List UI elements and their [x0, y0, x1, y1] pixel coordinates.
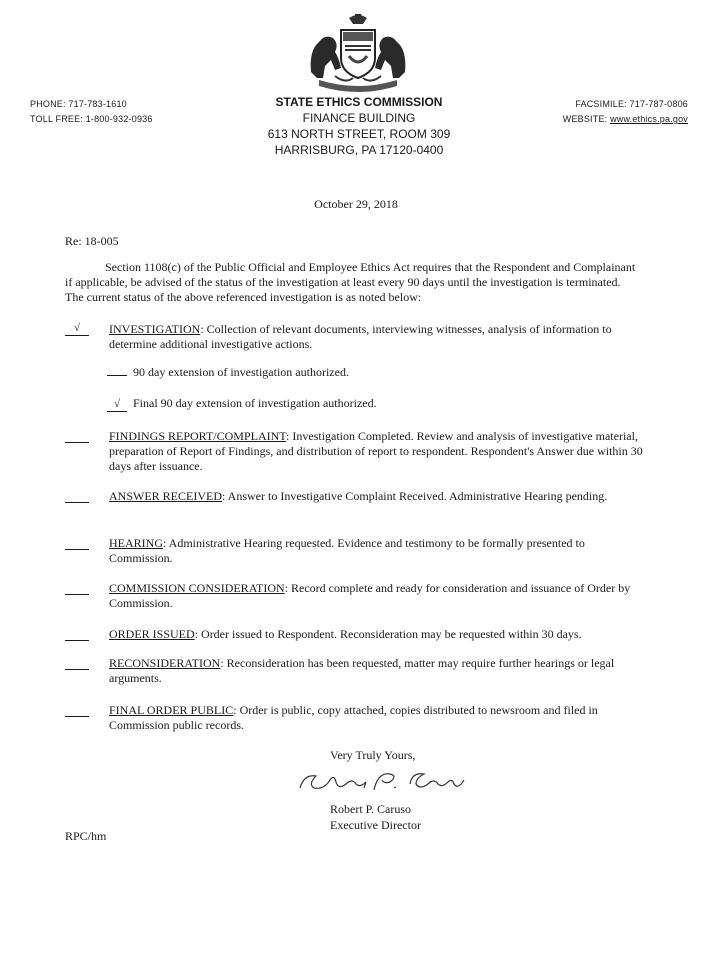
toll-free-line: TOLL FREE: 1-800-932-0936 — [30, 114, 153, 124]
website-line — [563, 112, 688, 127]
signatory-name: Robert P. Caruso — [330, 802, 411, 816]
signatory — [330, 801, 421, 833]
org-name: STATE ETHICS COMMISSION — [275, 95, 443, 109]
building-name: FINANCE BUILDING — [302, 111, 416, 125]
item-heading: COMMISSION CONSIDERATION — [109, 581, 285, 595]
checkbox-line: √ — [65, 322, 89, 336]
letterhead — [236, 94, 482, 158]
item-body — [109, 703, 645, 733]
pennsylvania-seal-icon — [305, 12, 411, 94]
city-address: HARRISBURG, PA 17120-0400 — [274, 143, 444, 157]
item-body — [109, 656, 645, 686]
fax-line: FACSIMILE: 717-787-0806 — [575, 99, 688, 109]
checkbox-line — [65, 656, 89, 670]
checkbox-line — [65, 703, 89, 717]
handwritten-signature — [294, 768, 470, 794]
status-item-order-issued — [65, 627, 645, 642]
item-text: : Collection of relevant documents, interviewing witnesses, analysis of information to determine additional investigative actions. — [109, 322, 612, 351]
checkbox-line — [65, 581, 89, 595]
typist-initials: RPC/hm — [65, 829, 107, 843]
sub-item-text: 90 day extension of investigation authorized. — [133, 365, 349, 379]
website-link[interactable]: www.ethics.pa.gov — [610, 114, 688, 124]
item-text: : Order issued to Respondent. Reconsideration may be requested within 30 days. — [194, 627, 582, 641]
signatory-title: Executive Director — [330, 818, 421, 832]
intro-paragraph: Section 1108(c) of the Public Official and Employee Ethics Act requires that the Respondent and Complainant if applicable, be advised of the status of the investigation at least every 90 days until the investigation is terminated. The current status of the above referenced investigation is as noted below: — [65, 260, 636, 304]
street-address: 613 NORTH STREET, ROOM 309 — [267, 127, 451, 141]
item-heading: INVESTIGATION — [109, 322, 201, 336]
item-text: : Administrative Hearing requested. Evidence and testimony to be formally presented to Commission. — [109, 536, 585, 565]
sub-item-text: Final 90 day extension of investigation authorized. — [133, 396, 377, 410]
item-body — [109, 536, 645, 566]
item-text: : Answer to Investigative Complaint Received. Administrative Hearing pending. — [222, 489, 608, 503]
item-heading: ORDER ISSUED — [109, 627, 195, 641]
letter-date: October 29, 2018 — [314, 197, 398, 211]
sub-item-final-extension — [107, 396, 377, 412]
checkbox-line: √ — [107, 399, 127, 412]
item-text: : Reconsideration has been requested, matter may require further hearings or legal arguments. — [109, 656, 615, 685]
checkbox-line — [65, 429, 89, 443]
checkbox-line — [107, 363, 127, 376]
contact-fax-web — [563, 97, 688, 127]
checkbox-line — [65, 627, 89, 641]
status-item-commission-consideration — [65, 581, 645, 611]
item-body — [109, 429, 645, 474]
contact-phones — [30, 97, 153, 127]
item-body — [109, 581, 645, 611]
status-item-hearing — [65, 536, 645, 566]
item-body — [109, 627, 645, 642]
reference-number: Re: 18-005 — [65, 234, 119, 248]
status-item-answer-received — [65, 489, 645, 504]
website-label: WEBSITE: — [562, 114, 611, 124]
item-heading: ANSWER RECEIVED — [109, 489, 222, 503]
phone-line: PHONE: 717-783-1610 — [30, 99, 127, 109]
status-item-reconsideration — [65, 656, 645, 686]
item-heading: FINDINGS REPORT/COMPLAINT — [109, 429, 287, 443]
sub-item-extension — [107, 363, 349, 380]
status-item-findings — [65, 429, 645, 474]
item-heading: RECONSIDERATION — [109, 656, 221, 670]
closing-salutation: Very Truly Yours, — [330, 748, 416, 762]
item-heading: FINAL ORDER PUBLIC — [109, 703, 234, 717]
status-item-final-order-public — [65, 703, 645, 733]
item-body — [109, 322, 645, 352]
item-body — [109, 489, 645, 504]
checkbox-line — [65, 536, 89, 550]
item-text: : Record complete and ready for consideration and issuance of Order by Commission. — [109, 581, 631, 610]
item-text: : Investigation Completed. Review and analysis of investigative material, preparation of Report of Findings, and distribution of report to respondent. Respondent's Answer due within 30 days after issuance. — [109, 429, 643, 473]
item-text: : Order is public, copy attached, copies distributed to newsroom and filed in Commission public records. — [109, 703, 598, 732]
checkbox-line — [65, 489, 89, 503]
status-item-investigation — [65, 322, 645, 352]
item-heading: HEARING — [109, 536, 163, 550]
